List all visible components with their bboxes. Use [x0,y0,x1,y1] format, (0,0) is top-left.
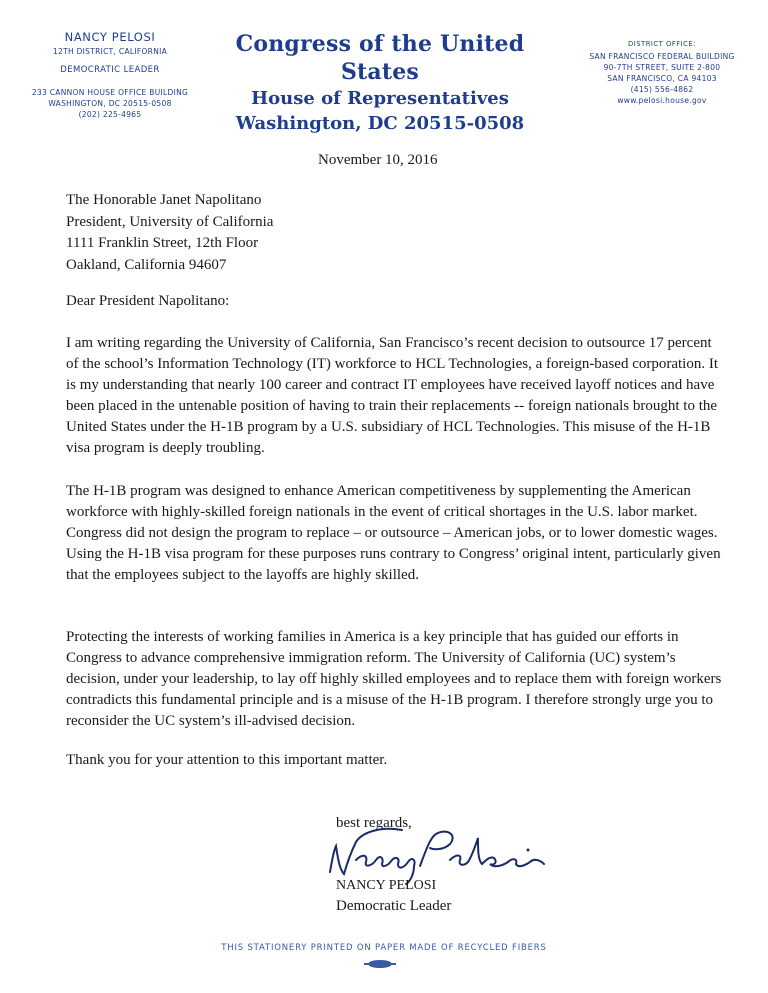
signer-name: NANCY PELOSI [336,878,437,893]
member-title: DEMOCRATIC LEADER [60,65,160,75]
recycled-paper-notice: THIS STATIONERY PRINTED ON PAPER MADE OF RECYCLED FIBERS [221,943,547,953]
letterhead-center [200,30,560,136]
recipient-line: President, University of California [66,213,274,230]
website: www.pelosi.house.gov [617,96,707,105]
recipient-line: Oakland, California 94607 [66,256,227,273]
member-name: NANCY PELOSI [64,30,156,44]
district-office-line3: SAN FRANCISCO, CA 94103 [607,74,717,83]
recipient-line: The Honorable Janet Napolitano [66,192,262,208]
signer-title: Democratic Leader [336,898,452,914]
body-paragraph: I am writing regarding the University of California, San Francisco’s recent decision to outsource 17 percent of the school’s Information Technology (IT) workforce to HCL Technologies, a foreign-based corporation. It is my understanding that nearly 100 career and contract IT employees have received layoff notices and have been placed in the untenable position of having to train their replacements -- foreign nationals brought to the United States under the H-1B program by a U.S. subsidiary of HCL Technologies. This misuse of the H-1B visa program is deeply troubling. [66,335,719,456]
dc-office-phone: (202) 225-4965 [78,110,142,119]
recipient-line: 1111 Franklin Street, 12th Floor [66,235,259,251]
washington-heading: Washington, DC 20515-0508 [235,113,525,134]
body-paragraph: Thank you for your attention to this important matter. [66,752,388,768]
closing: best regards, [336,815,412,831]
house-heading: House of Representatives [251,88,509,109]
body-paragraph: The H-1B program was designed to enhance American competitiveness by supplementing the American workforce with highly-skilled foreign nationals in the event of critical shortages in the U.S. labor market. Congress did not design the program to replace – or outsource – American jobs, or to lower domestic wages. Using the H-1B visa program for these purposes runs contrary to Congress’ original intent, particularly given that the employees subject to the layoffs are highly skilled. [66,483,721,583]
member-district: 12TH DISTRICT, CALIFORNIA [52,47,168,56]
dc-office-line1: 233 CANNON HOUSE OFFICE BUILDING [31,88,189,97]
letterhead-left [20,30,200,120]
recipient-address [66,190,273,276]
body-paragraph: Protecting the interests of working families in America is a key principle that has guided our efforts in Congress to advance comprehensive immigration reform. The University of California (UC) system’s decision, under your leadership, to lay off highly skilled employees and to replace them with foreign workers contradicts this fundamental principle and is a misuse of the H-1B program. I therefore strongly urge you to reconsider the UC system’s ill-advised decision. [66,629,722,729]
letterhead-right [582,40,742,106]
congress-heading: Congress of the United States [235,31,525,85]
dc-office-line2: WASHINGTON, DC 20515-0508 [48,99,172,108]
salutation: Dear President Napolitano: [66,293,230,309]
district-office-label: DISTRICT OFFICE: [628,40,696,48]
letter-date: November 10, 2016 [318,152,438,168]
district-office-line1: SAN FRANCISCO FEDERAL BUILDING [589,52,735,61]
district-office-phone: (415) 556-4862 [630,85,694,94]
union-bug-logo [360,958,400,970]
district-office-line2: 90-7TH STREET, SUITE 2-800 [603,63,721,72]
